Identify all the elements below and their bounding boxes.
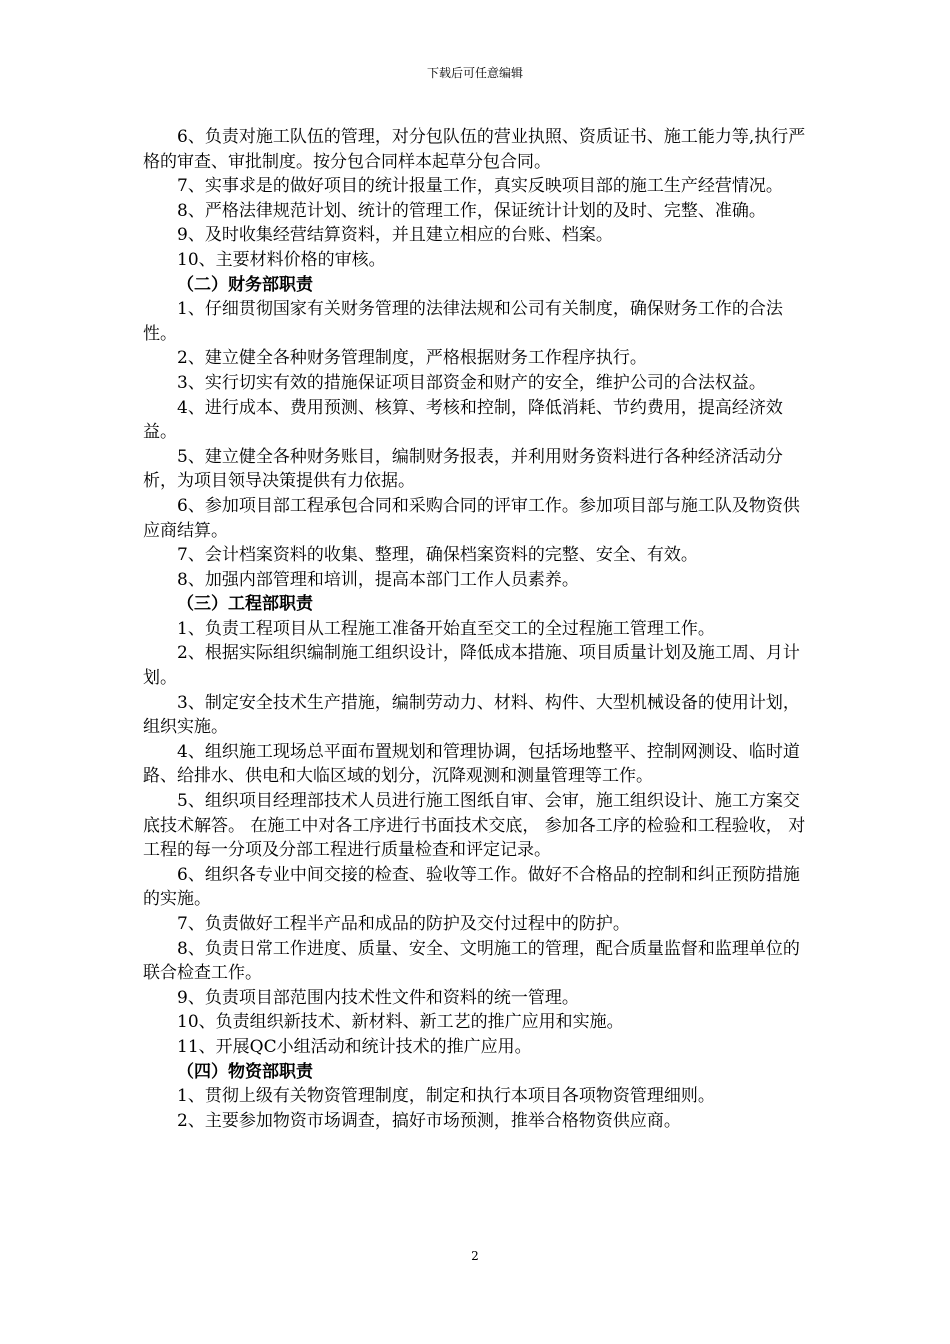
- paragraph: 8、加强内部管理和培训，提高本部门工作人员素养。: [177, 569, 579, 590]
- paragraph: 9、及时收集经营结算资料，并且建立相应的台账、档案。: [177, 225, 613, 246]
- paragraph: 8、严格法律规范计划、统计的管理工作，保证统计计划的及时、完整、准确。: [177, 200, 766, 221]
- paragraph: 6、参加项目部工程承包合同和采购合同的评审工作。参加项目部与施工队及物资供应商结算。: [143, 495, 800, 541]
- paragraph: 1、贯彻上级有关物资管理制度，制定和执行本项目各项物资管理细则。: [177, 1086, 715, 1107]
- page-header: 下载后可任意编辑: [426, 66, 523, 80]
- paragraph: 5、建立健全各种财务账目，编制财务报表，并利用财务资料进行各种经济活动分析，为项目领导决策提供有力依据。: [143, 446, 783, 492]
- paragraph: 2、建立健全各种财务管理制度，严格根据财务工作程序执行。: [177, 348, 647, 369]
- paragraph: 3、实行切实有效的措施保证项目部资金和财产的安全，维护公司的合法权益。: [177, 372, 766, 393]
- paragraph: 3、制定安全技术生产措施，编制劳动力、材料、构件、大型机械设备的使用计划，组织实施。: [143, 692, 800, 738]
- paragraph: 1、负责工程项目从工程施工准备开始直至交工的全过程施工管理工作。: [177, 618, 715, 639]
- document-body: [143, 125, 808, 1133]
- paragraph: 2、根据实际组织编制施工组织设计，降低成本措施、项目质量计划及施工周、月计划。: [143, 643, 800, 689]
- paragraph: 10、主要材料价格的审核。: [177, 249, 386, 270]
- paragraph: 7、会计档案资料的收集、整理，确保档案资料的完整、安全、有效。: [177, 545, 698, 566]
- paragraph: 2、主要参加物资市场调查，搞好市场预测，推举合格物资供应商。: [177, 1110, 681, 1131]
- paragraph: 9、负责项目部范围内技术性文件和资料的统一管理。: [177, 987, 579, 1008]
- paragraph: 6、组织各专业中间交接的检查、验收等工作。做好不合格品的控制和纠正预防措施的实施。: [143, 864, 800, 910]
- paragraph: 6、负责对施工队伍的管理，对分包队伍的营业执照、资质证书、施工能力等,执行严格的审查、审批制度。按分包合同样本起草分包合同。: [143, 127, 806, 172]
- section-heading: （四）物资部职责: [177, 1061, 313, 1082]
- paragraph: 7、负责做好工程半产品和成品的防护及交付过程中的防护。: [177, 914, 630, 934]
- paragraph: 4、组织施工现场总平面布置规划和管理协调，包括场地整平、控制网测设、临时道路、给排水、供电和大临区域的划分，沉降观测和测量管理等工作。: [143, 741, 800, 787]
- paragraph: 8、负责日常工作进度、质量、安全、文明施工的管理，配合质量监督和监理单位的联合检查工作。: [143, 938, 800, 984]
- paragraph: 5、组织项目经理部技术人员进行施工图纸自审、会审，施工组织设计、施工方案交底技术解答。 在施工中对各工序进行书面技术交底， 参加各工序的检验和工程验收， 对工程的每一分项及分部工程进行质量检查和评定记录。: [143, 791, 806, 861]
- section-heading: （三）工程部职责: [177, 594, 313, 615]
- section-heading: （二）财务部职责: [177, 274, 313, 295]
- paragraph: 7、实事求是的做好项目的统计报量工作，真实反映项目部的施工生产经营情况。: [177, 176, 783, 197]
- paragraph: 4、进行成本、费用预测、核算、考核和控制，降低消耗、节约费用，提高经济效益。: [143, 397, 783, 443]
- paragraph: 10、负责组织新技术、新材料、新工艺的推广应用和实施。: [177, 1012, 624, 1033]
- page-number: 2: [471, 1249, 479, 1263]
- paragraph: 11、开展QC小组活动和统计技术的推广应用。: [177, 1036, 532, 1057]
- paragraph: 1、仔细贯彻国家有关财务管理的法律法规和公司有关制度，确保财务工作的合法性。: [143, 299, 783, 344]
